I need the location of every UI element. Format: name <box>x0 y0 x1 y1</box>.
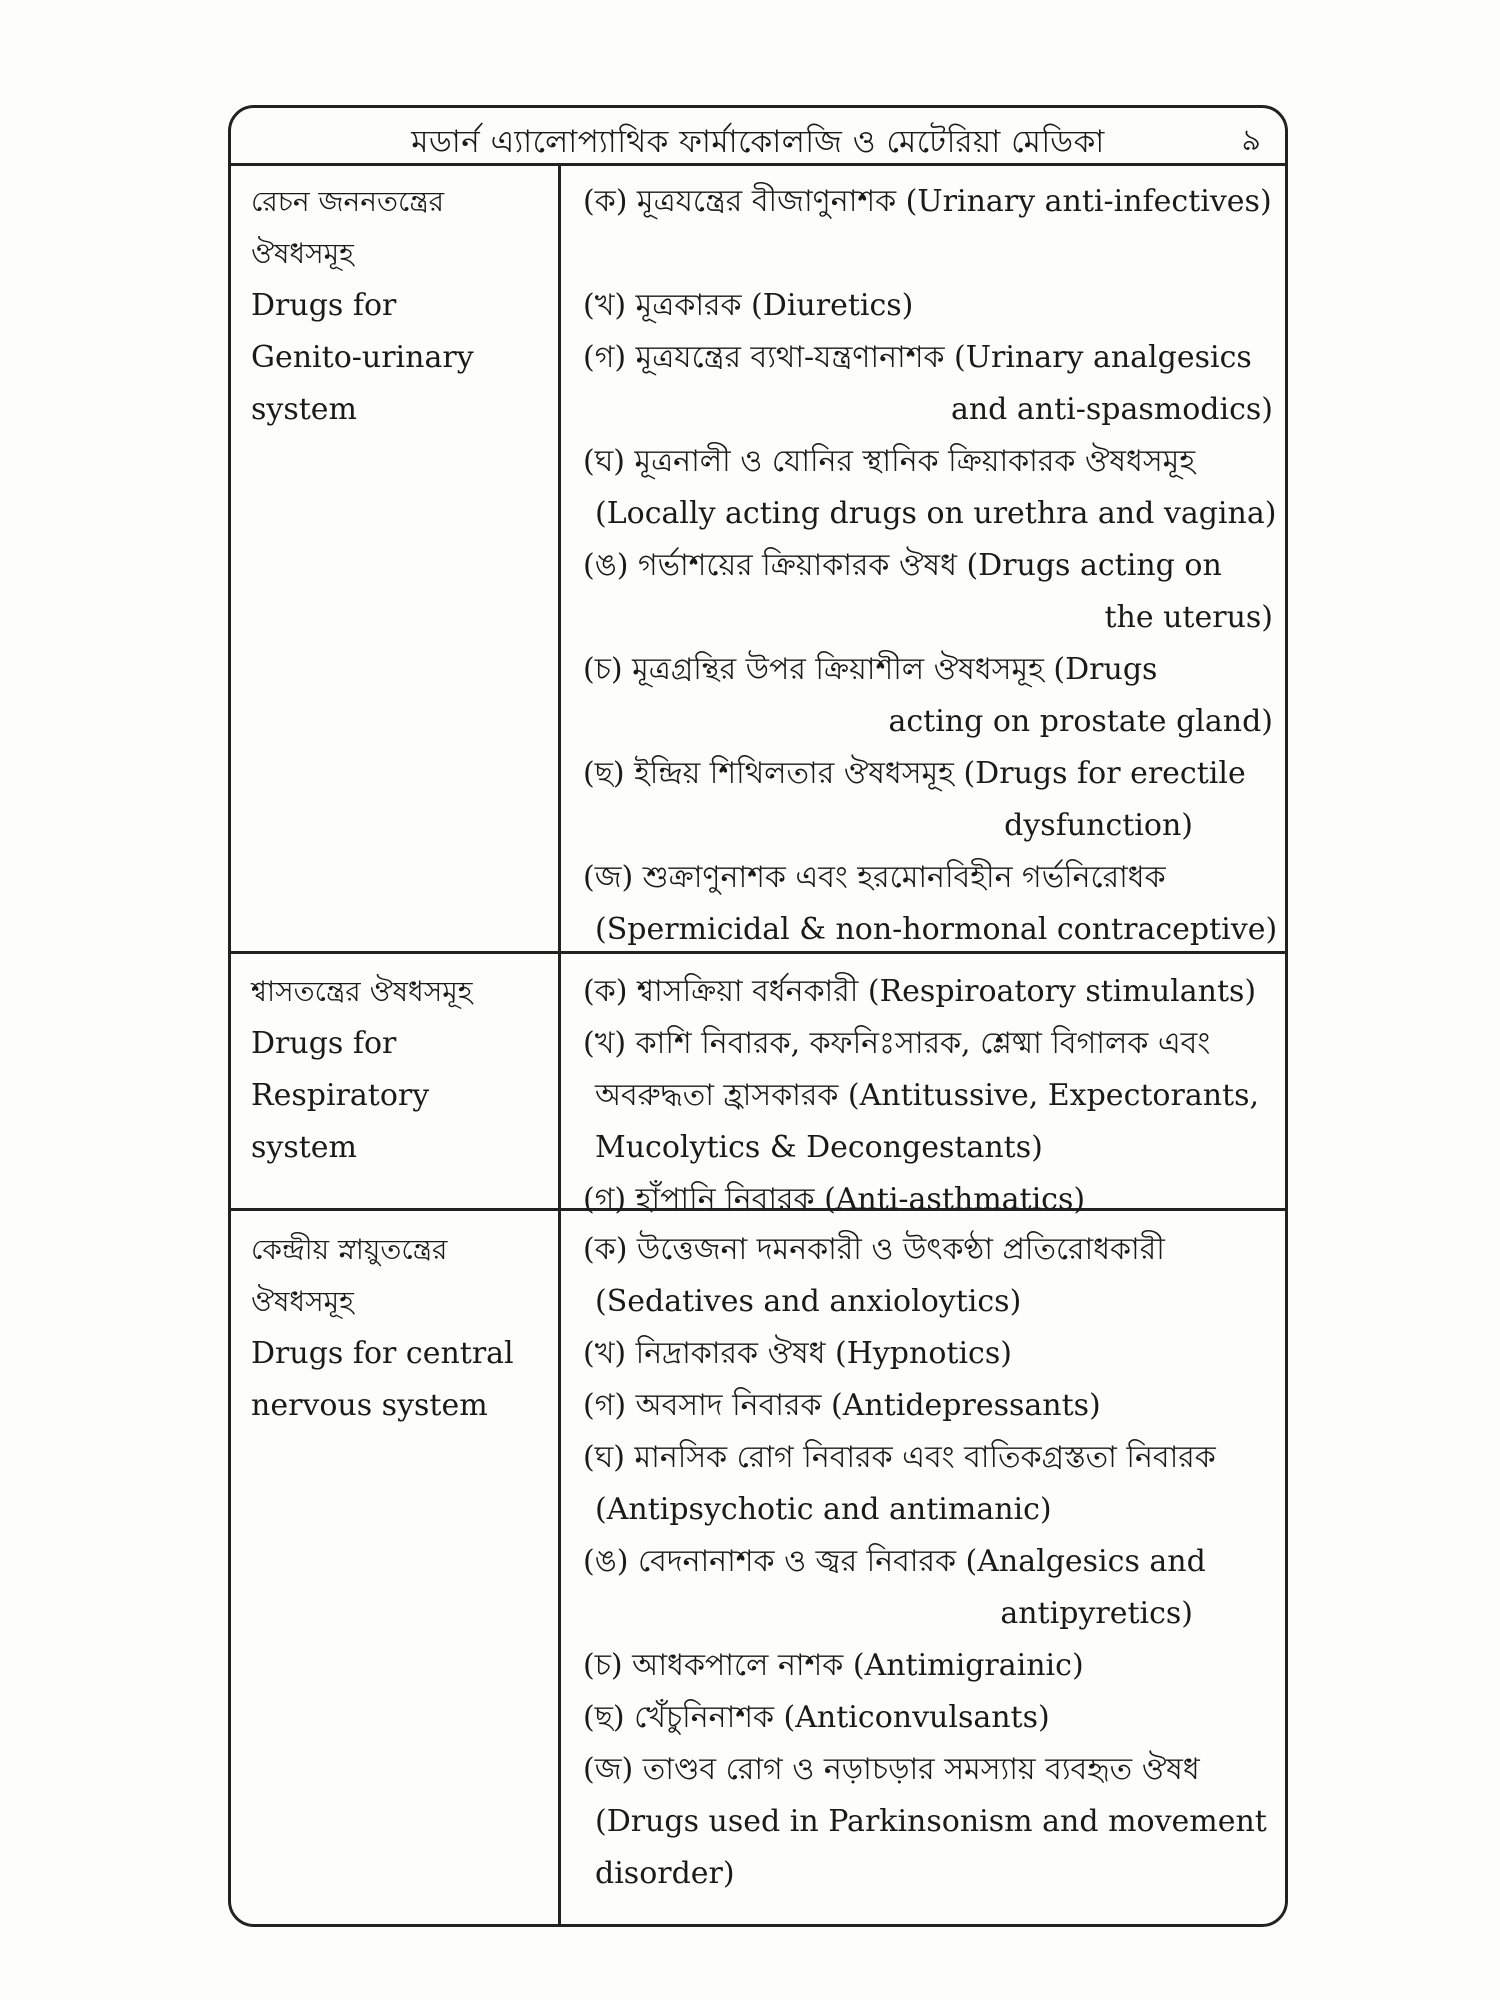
drug-list-respiratory <box>583 966 1273 1226</box>
category-bn: ঔষধসমূহ <box>251 1285 354 1318</box>
list-item: (ছ) খেঁচুনিনাশক (Anticonvulsants) <box>583 1700 1050 1735</box>
list-item: (খ) কাশি নিবারক, কফনিঃসারক, শ্লেষ্মা বিগালক এবং অবরুদ্ধতা হ্রাসকারক (Antitussive, Expectorants, Mucolytics & Decongestants) <box>583 1026 1260 1165</box>
list-item: (গ) মূত্রযন্ত্রের ব্যথা-যন্ত্রণানাশক (Urinary analgesics and anti-spasmodics) <box>583 340 1273 427</box>
list-item: (খ) মূত্রকারক (Diuretics) <box>583 288 914 323</box>
list-item: (গ) অবসাদ নিবারক (Antidepressants) <box>583 1388 1101 1423</box>
list-item: (জ) শুক্রাণুনাশক এবং হরমোনবিহীন গর্ভনিরোধক (Spermicidal & non-hormonal contraceptive) <box>583 860 1278 947</box>
category-en: Respiratory <box>251 1078 430 1113</box>
list-item: (ঘ) মূত্রনালী ও যোনির স্থানিক ক্রিয়াকারক ঔষধসমূহ (Locally acting drugs on urethra and vagina) <box>583 444 1277 531</box>
list-item: (ঘ) মানসিক রোগ নিবারক এবং বাতিকগ্রস্ততা নিবারক (Antipsychotic and antimanic) <box>583 1440 1216 1527</box>
list-item: (জ) তাণ্ডব রোগ ও নড়াচড়ার সমস্যায় ব্যবহৃত ঔষধ (Drugs used in Parkinsonism and movement disorder) <box>583 1752 1267 1891</box>
list-item: (খ) নিদ্রাকারক ঔষধ (Hypnotics) <box>583 1336 1012 1371</box>
list-item: (ক) মূত্রযন্ত্রের বীজাণুনাশক (Urinary anti-infectives) <box>583 184 1272 219</box>
drug-list-cns <box>583 1224 1273 1900</box>
page-number: ৯ <box>1241 123 1261 158</box>
list-item: (ঙ) বেদনানাশক ও জ্বর নিবারক (Analgesics and antipyretics) <box>583 1544 1206 1631</box>
list-item: (ঙ) গর্ভাশয়ের ক্রিয়াকারক ঔষধ (Drugs acting on the uterus) <box>583 548 1273 635</box>
list-item: (গ) হাঁপানি নিবারক (Anti-asthmatics) <box>583 1182 1086 1217</box>
category-genito-urinary <box>251 176 546 436</box>
category-bn: ঔষধসমূহ <box>251 237 354 270</box>
category-en: Drugs for <box>251 288 397 323</box>
list-item: (চ) আধকপালে নাশক (Antimigrainic) <box>583 1648 1084 1683</box>
category-bn: শ্বাসতন্ত্রের ঔষধসমূহ <box>251 975 473 1008</box>
category-bn: রেচন জননতন্ত্রের <box>251 185 445 218</box>
running-header <box>231 108 1285 166</box>
category-en: Drugs for central <box>251 1336 514 1371</box>
category-bn: কেন্দ্রীয় স্নায়ুতন্ত্রের <box>251 1233 448 1266</box>
drug-list-genito-urinary <box>583 176 1278 956</box>
category-en: Genito-urinary <box>251 340 474 375</box>
list-item: (চ) মূত্রগ্রন্থির উপর ক্রিয়াশীল ঔষধসমূহ (Drugs acting on prostate gland) <box>583 652 1273 739</box>
category-en: Drugs for <box>251 1026 397 1061</box>
book-title: মডার্ন এ্যালোপ্যাথিক ফার্মাকোলজি ও মেটেরিয়া মেডিকা <box>411 124 1105 160</box>
category-en: system <box>251 1130 357 1165</box>
drug-classification-table <box>228 105 1288 1927</box>
list-item: (ক) উত্তেজনা দমনকারী ও উৎকণ্ঠা প্রতিরোধকারী (Sedatives and anxioloytics) <box>583 1232 1165 1319</box>
category-respiratory <box>251 966 546 1174</box>
list-item: (ছ) ইন্দ্রিয় শিথিলতার ঔষধসমূহ (Drugs for erectile dysfunction) <box>583 756 1246 843</box>
list-item: (ক) শ্বাসক্রিয়া বর্ধনকারী (Respiroatory stimulants) <box>583 974 1257 1009</box>
category-en: system <box>251 392 357 427</box>
category-cns <box>251 1224 546 1432</box>
category-en: nervous system <box>251 1388 488 1423</box>
column-divider <box>558 166 561 1924</box>
